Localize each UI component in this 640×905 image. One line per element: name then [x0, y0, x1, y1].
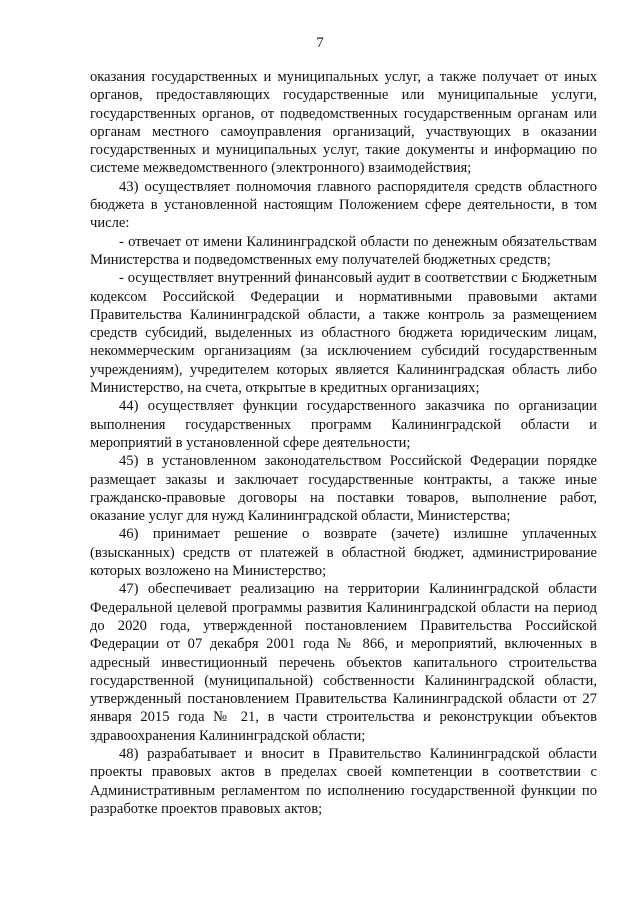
- document-body: [90, 68, 597, 818]
- paragraph-subitem-obligations: - отвечает от имени Калининградской области по денежным обязательствам Министерства и подведомственных ему получателей бюджетных средств;: [90, 233, 597, 268]
- paragraph-item-43: 43) осуществляет полномочия главного распорядителя средств областного бюджета в установленной настоящим Положением сфере деятельности, в том числе:: [90, 178, 597, 232]
- paragraph-item-48: 48) разрабатывает и вносит в Правительство Калининградской области проекты правовых актов в пределах своей компетенции в соответствии с Административным регламентом по исполнению государственной функции по разработке проектов правовых актов;: [90, 745, 597, 817]
- page-number: 7: [316, 35, 324, 51]
- paragraph-item-46: 46) принимает решение о возврате (зачете) излишне уплаченных (взысканных) средств от платежей в областной бюджет, администрирование которых возложено на Министерство;: [90, 526, 597, 580]
- paragraph-continuation: оказания государственных и муниципальных услуг, а также получает от иных органов, предоставляющих государственные или муниципальные услуги, государственных органов, от подведомственных государственным органам или органам местного самоуправления организаций, участвующих в оказании государственных и муниципальных услуг, такие документы и информацию по системе межведомственного (электронного) взаимодействия;: [90, 69, 597, 177]
- paragraph-item-44: 44) осуществляет функции государственного заказчика по организации выполнения государственных программ Калининградской области и мероприятий в установленной сфере деятельности;: [90, 398, 597, 451]
- paragraph-subitem-audit: - осуществляет внутренний финансовый аудит в соответствии с Бюджетным кодексом Российской Федерации и нормативными правовыми актами Правительства Калининградской области, а также контроль за размещением средств субсидий, выделенных из областного бюджета юридическим лицам, некоммерческим организациям (за исключением субсидий государственным учреждениям), учредителем которых является Калининградская область либо Министерство, на счета, открытые в кредитных организациях;: [90, 270, 597, 397]
- paragraph-item-47: 47) обеспечивает реализацию на территории Калининградской области Федеральной целевой программы развития Калининградской области на период до 2020 года, утвержденной постановлением Правительства Российской Федерации от 07 декабря 2001 года № 866, и мероприятий, включенных в адресный инвестиционный перечень объектов капитального строительства государственной (муниципальной) собственности Калининградской области, утвержденный постановлением Правительства Калининградской области от 27 января 2015 года № 21, в части строительства и реконструкции объектов здравоохранения Калининградской области;: [90, 581, 597, 744]
- paragraph-item-45: 45) в установленном законодательством Российской Федерации порядке размещает заказы и заключает государственные контракты, а также иные гражданско-правовые договоры на поставки товаров, выполнение работ, оказание услуг для нужд Калининградской области, Министерства;: [90, 453, 597, 525]
